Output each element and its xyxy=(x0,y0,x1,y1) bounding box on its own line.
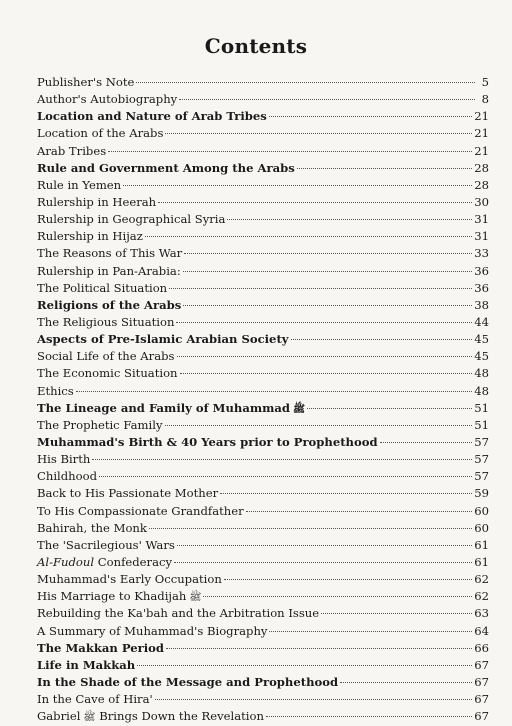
table-of-contents xyxy=(37,74,489,725)
toc-entry-page-number: 67 xyxy=(474,657,489,672)
toc-entry-title-text: Religions of the Arabs xyxy=(37,297,182,312)
toc-entry xyxy=(37,537,489,554)
toc-entry-page-number: 45 xyxy=(474,332,489,347)
dot-leader xyxy=(165,133,472,134)
toc-entry xyxy=(37,297,489,314)
toc-entry xyxy=(37,485,489,502)
toc-entry-title xyxy=(37,245,182,262)
toc-entry-title-text: Back to His Passionate Mother xyxy=(37,486,219,501)
toc-entry xyxy=(37,503,489,520)
toc-entry-title xyxy=(37,674,338,691)
toc-entry-title-text: The Reasons of This War xyxy=(37,246,183,261)
toc-entry-title-text: The Makkan Period xyxy=(37,640,164,655)
dot-leader xyxy=(99,476,472,477)
toc-entry xyxy=(37,417,489,434)
toc-entry xyxy=(37,245,489,262)
toc-entry-title-text: Rulership in Geographical Syria xyxy=(37,212,226,227)
toc-entry-title-text: The Lineage and Family of Muhammad xyxy=(37,400,291,415)
toc-entry-title-text: Rule and Government Among the Arabs xyxy=(37,160,295,175)
toc-entry-title xyxy=(37,503,244,520)
dot-leader xyxy=(227,219,472,220)
toc-entry-page-number: 57 xyxy=(474,452,489,467)
toc-entry-title-text: Arab Tribes xyxy=(37,143,107,158)
toc-entry xyxy=(37,263,489,280)
dot-leader xyxy=(297,168,473,169)
dot-leader xyxy=(246,511,473,512)
dot-leader xyxy=(169,288,472,289)
page-title: Contents xyxy=(204,34,308,58)
toc-entry-title xyxy=(37,211,225,228)
toc-entry xyxy=(37,211,489,228)
toc-entry-page-number: 66 xyxy=(474,640,489,655)
toc-entry-title-text: Author's Autobiography xyxy=(37,92,178,107)
toc-entry-title-text: Rulership in Pan-Arabia: xyxy=(37,263,181,278)
dot-leader xyxy=(179,99,475,100)
toc-entry-page-number: 36 xyxy=(474,263,489,278)
dot-leader xyxy=(183,305,472,306)
toc-entry-page-number: 33 xyxy=(474,246,489,261)
toc-entry-title xyxy=(37,571,222,588)
toc-entry xyxy=(37,605,489,622)
toc-entry-page-number: 59 xyxy=(474,486,489,501)
toc-entry-page-number: 60 xyxy=(474,520,489,535)
toc-entry-page-number: 5 xyxy=(481,75,489,89)
toc-entry-page-number: 61 xyxy=(474,537,489,552)
toc-entry-title-text: Muhammad's Early Occupation xyxy=(37,572,222,587)
toc-entry-title-text: The Religious Situation xyxy=(37,314,175,329)
dot-leader xyxy=(184,253,472,254)
toc-entry xyxy=(37,194,489,211)
dot-leader xyxy=(108,151,472,152)
dot-leader xyxy=(340,682,472,683)
dot-leader xyxy=(291,339,473,340)
toc-entry-page-number: 48 xyxy=(474,366,489,381)
toc-entry-title-text: Aspects of Pre-Islamic Arabian Society xyxy=(37,332,289,347)
dot-leader xyxy=(123,185,472,186)
toc-entry-title xyxy=(37,365,178,382)
dot-leader xyxy=(183,271,472,272)
toc-entry-page-number: 57 xyxy=(474,469,489,484)
dot-leader xyxy=(166,648,472,649)
toc-entry-title xyxy=(37,605,319,622)
toc-entry-title-text: The Prophetic Family xyxy=(37,417,163,432)
toc-entry-title xyxy=(37,280,167,297)
toc-entry xyxy=(37,314,489,331)
toc-entry-title xyxy=(37,640,164,657)
toc-entry-title-text: Life in Makkah xyxy=(37,657,136,672)
toc-entry-page-number: 61 xyxy=(474,554,489,569)
dot-leader xyxy=(307,408,472,409)
dot-leader xyxy=(176,322,472,323)
dot-leader xyxy=(137,665,472,666)
dot-leader xyxy=(380,442,473,443)
toc-entry xyxy=(37,91,489,108)
toc-entry-title-text: His Marriage to Khadijah xyxy=(37,589,187,604)
toc-entry xyxy=(37,365,489,382)
toc-entry xyxy=(37,400,489,417)
toc-entry-title xyxy=(37,331,289,348)
dot-leader xyxy=(177,356,473,357)
toc-entry-title-text: The Economic Situation xyxy=(37,366,178,381)
dot-leader xyxy=(203,596,472,597)
toc-entry-page-number: 67 xyxy=(474,692,489,707)
toc-entry xyxy=(37,280,489,297)
toc-entry-page-number: 21 xyxy=(474,109,489,124)
toc-entry-title xyxy=(37,400,305,418)
toc-entry-title xyxy=(37,108,267,125)
toc-entry-page-number: 67 xyxy=(474,674,489,689)
toc-entry-title-text: Muhammad's Birth & 40 Years prior to Prophethood xyxy=(37,434,378,449)
toc-entry xyxy=(37,708,489,725)
toc-entry-title-text: Al-Fudoul xyxy=(37,554,95,569)
toc-entry-page-number: 21 xyxy=(474,143,489,158)
toc-entry-page-number: 64 xyxy=(474,623,489,638)
toc-entry xyxy=(37,554,489,571)
dot-leader xyxy=(76,391,472,392)
dot-leader xyxy=(321,613,472,614)
toc-entry-page-number: 48 xyxy=(474,383,489,398)
toc-entry-page-number: 30 xyxy=(474,194,489,209)
toc-entry-title xyxy=(37,143,106,160)
toc-entry-page-number: 45 xyxy=(474,349,489,364)
toc-entry-title xyxy=(37,691,153,708)
toc-entry-title xyxy=(37,417,163,434)
toc-entry xyxy=(37,348,489,365)
toc-entry-title xyxy=(37,434,378,451)
toc-entry-title-text: Childhood xyxy=(37,469,98,484)
toc-entry-title xyxy=(37,554,172,571)
toc-entry-title xyxy=(37,623,267,640)
toc-entry xyxy=(37,177,489,194)
toc-entry-title xyxy=(37,314,174,331)
toc-entry xyxy=(37,143,489,160)
toc-entry-title-text: Rulership in Heerah xyxy=(37,194,157,209)
honorific-glyph: ﷺ xyxy=(189,592,202,604)
toc-entry-title-text: Social Life of the Arabs xyxy=(37,349,175,364)
toc-entry xyxy=(37,74,489,91)
toc-entry-title-text: Gabriel xyxy=(37,709,81,724)
toc-entry-title-text: In the Cave of Hira' xyxy=(37,692,153,707)
toc-entry-title-text: Rebuilding the Ka'bah and the Arbitration Issue xyxy=(37,606,320,621)
toc-entry-title xyxy=(37,657,135,674)
dot-leader xyxy=(269,631,472,632)
toc-entry-page-number: 44 xyxy=(474,314,489,329)
toc-entry-page-number: 31 xyxy=(474,212,489,227)
toc-entry-title-text: To His Compassionate Grandfather xyxy=(37,503,244,518)
toc-entry-page-number: 51 xyxy=(474,417,489,432)
toc-entry-page-number: 31 xyxy=(474,229,489,244)
toc-entry-page-number: 36 xyxy=(474,280,489,295)
toc-entry xyxy=(37,125,489,142)
toc-entry xyxy=(37,640,489,657)
dot-leader xyxy=(149,528,472,529)
toc-entry xyxy=(37,623,489,640)
toc-entry-page-number: 62 xyxy=(474,589,489,604)
toc-entry-title-text: Bahirah, the Monk xyxy=(37,520,147,535)
toc-entry xyxy=(37,657,489,674)
dot-leader xyxy=(165,425,473,426)
toc-entry-title xyxy=(37,451,90,468)
dot-leader xyxy=(158,202,472,203)
toc-entry-title xyxy=(37,348,175,365)
toc-entry-page-number: 28 xyxy=(474,177,489,192)
toc-entry-page-number: 28 xyxy=(474,160,489,175)
toc-entry-title-text: Rulership in Hijaz xyxy=(37,229,143,244)
toc-entry-page-number: 51 xyxy=(474,400,489,415)
toc-entry-title xyxy=(37,160,295,177)
toc-entry-title xyxy=(37,297,181,314)
dot-leader xyxy=(145,236,472,237)
toc-entry-title-text: The 'Sacrilegious' Wars xyxy=(37,537,175,552)
toc-entry-page-number: 8 xyxy=(481,92,489,107)
toc-entry-title-text: Location of the Arabs xyxy=(37,126,164,141)
dot-leader xyxy=(155,699,473,700)
toc-entry-title-text: Ethics xyxy=(37,383,74,398)
dot-leader xyxy=(177,545,472,546)
toc-entry-title xyxy=(37,520,147,537)
toc-entry-title-text: Rule in Yemen xyxy=(37,177,122,192)
toc-entry-title-text: In the Shade of the Message and Prophethood xyxy=(37,674,339,689)
honorific-glyph: ﷺ xyxy=(83,712,96,724)
dot-leader xyxy=(269,116,472,117)
dot-leader xyxy=(220,493,472,494)
toc-entry-title-text: A Summary of Muhammad's Biography xyxy=(37,623,268,638)
toc-entry xyxy=(37,571,489,588)
toc-entry xyxy=(37,383,489,400)
toc-entry xyxy=(37,520,489,537)
toc-entry-page-number: 63 xyxy=(474,606,489,621)
toc-entry-title xyxy=(37,383,74,400)
dot-leader xyxy=(180,373,473,374)
toc-entry xyxy=(37,674,489,691)
toc-entry-title-text: The Political Situation xyxy=(37,280,168,295)
toc-entry-page-number: 38 xyxy=(474,297,489,312)
toc-entry xyxy=(37,331,489,348)
toc-entry-title xyxy=(37,588,201,606)
dot-leader xyxy=(136,82,475,83)
toc-entry xyxy=(37,228,489,245)
toc-entry-title-suffix: Confederacy xyxy=(94,554,173,569)
toc-entry-page-number: 67 xyxy=(474,709,489,724)
toc-entry-title xyxy=(37,177,121,194)
toc-entry xyxy=(37,691,489,708)
toc-entry-page-number: 57 xyxy=(474,434,489,449)
toc-entry xyxy=(37,588,489,605)
toc-entry-title xyxy=(37,708,264,726)
toc-entry-title xyxy=(37,537,175,554)
toc-entry-title-text: Location and Nature of Arab Tribes xyxy=(37,109,267,124)
dot-leader xyxy=(174,562,472,563)
toc-entry-title xyxy=(37,468,97,485)
toc-entry-title-suffix: Brings Down the Revelation xyxy=(95,709,264,724)
toc-entry xyxy=(37,108,489,125)
toc-entry-page-number: 60 xyxy=(474,503,489,518)
toc-entry xyxy=(37,434,489,451)
honorific-glyph: ﷺ xyxy=(293,403,306,415)
toc-entry-title xyxy=(37,194,156,211)
toc-entry-title xyxy=(37,125,163,142)
toc-entry-page-number: 21 xyxy=(474,126,489,141)
toc-entry-title-text: Publisher's Note xyxy=(37,75,135,89)
toc-entry xyxy=(37,160,489,177)
toc-entry-title xyxy=(37,485,218,502)
dot-leader xyxy=(92,459,472,460)
toc-entry-title-text: His Birth xyxy=(37,452,91,467)
dot-leader xyxy=(224,579,472,580)
toc-entry-title xyxy=(37,91,177,108)
dot-leader xyxy=(266,716,472,717)
toc-entry-title xyxy=(37,74,134,91)
toc-entry-title xyxy=(37,263,181,280)
toc-entry xyxy=(37,451,489,468)
toc-entry-title xyxy=(37,228,143,245)
toc-entry xyxy=(37,468,489,485)
toc-entry-page-number: 62 xyxy=(474,572,489,587)
